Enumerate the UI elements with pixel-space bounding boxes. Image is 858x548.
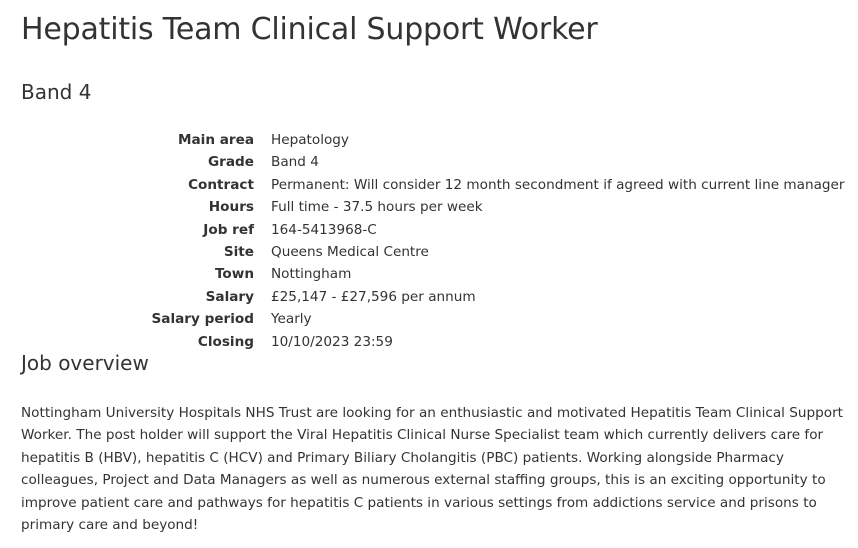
detail-row-hours <box>0 196 858 218</box>
detail-label: Job ref <box>203 221 254 238</box>
detail-label: Closing <box>197 333 254 350</box>
detail-value: Full time - 37.5 hours per week <box>271 199 483 216</box>
detail-value: Queens Medical Centre <box>271 243 429 260</box>
band-heading: Band 4 <box>21 80 92 104</box>
detail-row-salary-period <box>0 308 858 330</box>
detail-row-salary <box>0 286 858 308</box>
detail-row-town <box>0 263 858 285</box>
job-title: Hepatitis Team Clinical Support Worker <box>21 12 598 47</box>
detail-label: Salary <box>205 288 254 305</box>
detail-value: 10/10/2023 23:59 <box>271 333 393 350</box>
detail-value: Permanent: Will consider 12 month secondment if agreed with current line manager <box>271 176 845 193</box>
detail-value: Yearly <box>271 311 312 328</box>
detail-value: 164-5413968-C <box>271 221 377 238</box>
job-overview-text: Nottingham University Hospitals NHS Trust are looking for an enthusiastic and motivated Hepatitis Team Clinical Support Worker. The post holder will support the Viral Hepatitis Clinical Nurse Specialist team which currently delivers care for hepatitis B (HBV), hepatitis C (HCV) and Primary Biliary Cholangitis (PBC) patients. Working alongside Pharmacy colleagues, Project and Data Managers as well as numerous external staffing groups, this is an exciting opportunity to improve patient care and pathways for hepatitis C patients in various settings from addictions service and prisons to primary care and beyond! <box>21 405 844 534</box>
detail-value: £25,147 - £27,596 per annum <box>271 288 476 305</box>
detail-row-grade <box>0 151 858 173</box>
detail-value: Nottingham <box>271 266 352 283</box>
detail-value: Band 4 <box>271 154 319 171</box>
detail-label: Grade <box>208 154 254 171</box>
detail-label: Site <box>223 243 254 260</box>
detail-label: Salary period <box>151 311 254 328</box>
detail-row-closing <box>0 331 858 353</box>
detail-label: Hours <box>208 199 254 216</box>
job-overview-heading: Job overview <box>21 351 149 375</box>
detail-row-site <box>0 241 858 263</box>
job-details-list <box>0 129 858 353</box>
detail-label: Main area <box>177 132 254 148</box>
detail-row-contract <box>0 174 858 196</box>
detail-label: Town <box>214 266 254 283</box>
detail-row-job-ref <box>0 219 858 241</box>
detail-value: Hepatology <box>271 132 349 148</box>
detail-label: Contract <box>188 176 254 193</box>
detail-row-main-area <box>0 129 858 151</box>
